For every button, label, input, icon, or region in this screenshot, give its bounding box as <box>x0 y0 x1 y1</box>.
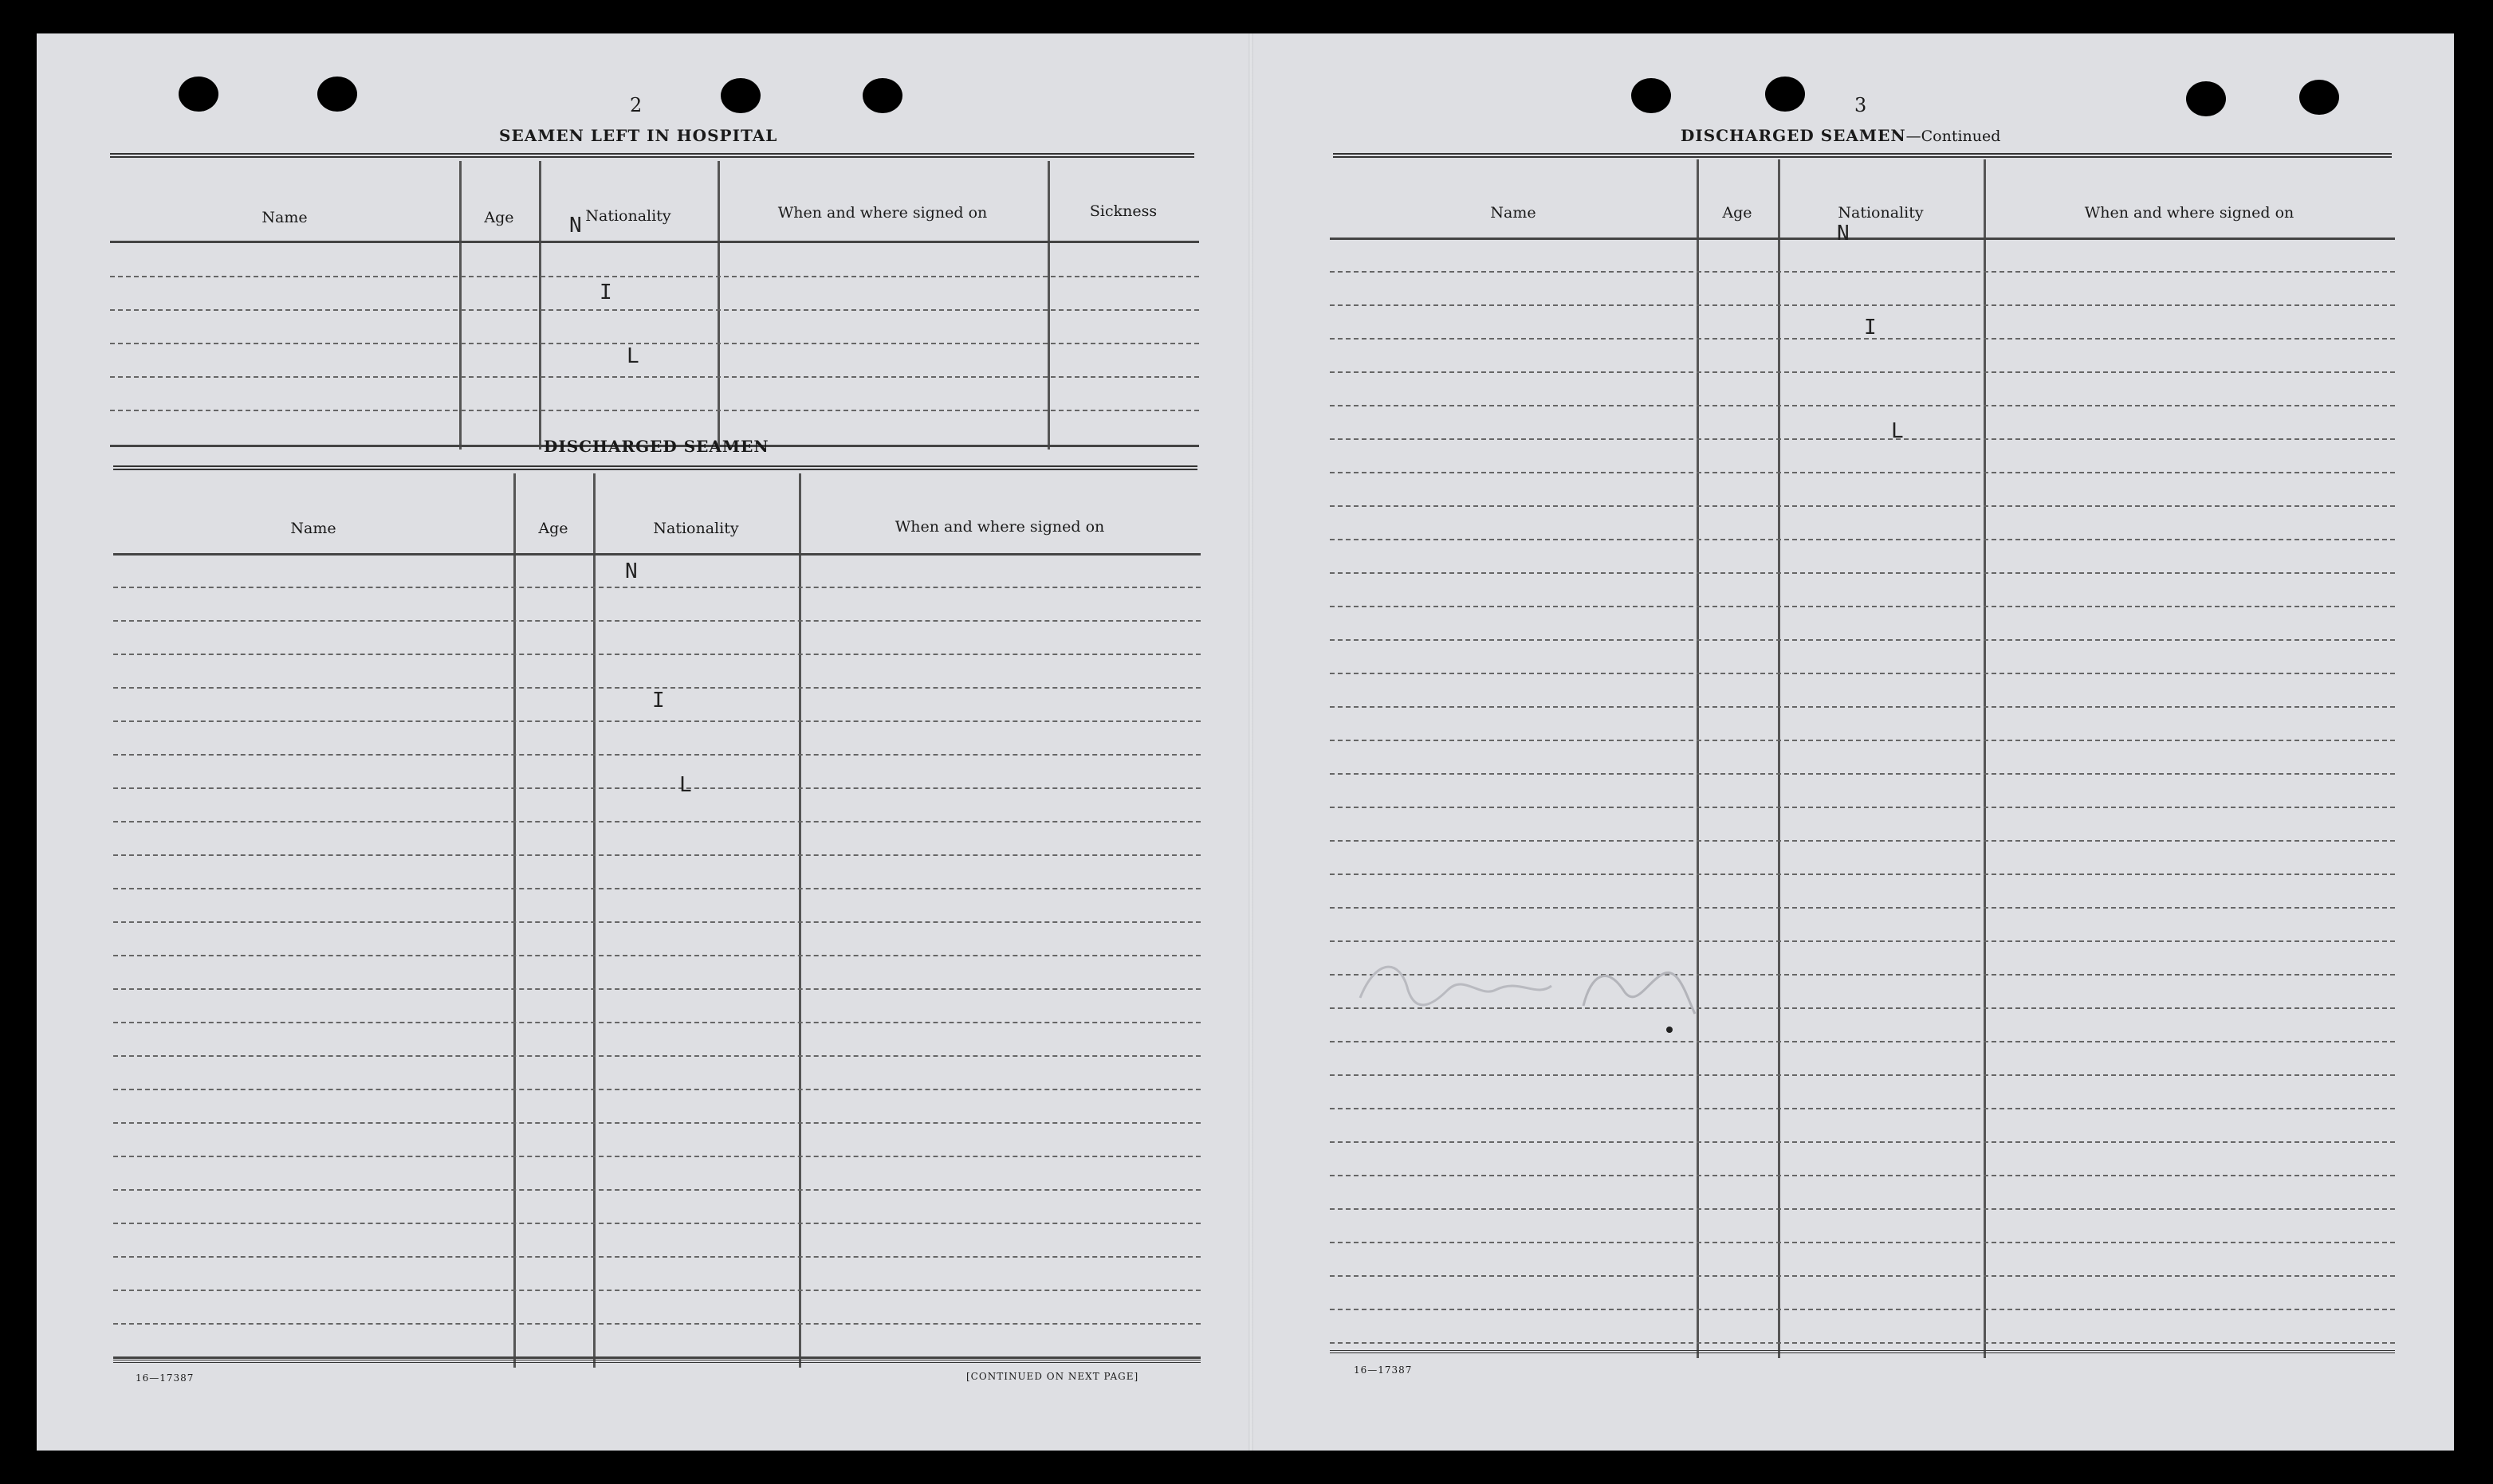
discharged-col-name: Name <box>290 520 336 537</box>
page-fold <box>1248 33 1253 1451</box>
hospital-section-title: SEAMEN LEFT IN HOSPITAL <box>499 126 778 145</box>
continued-col-nationality: Nationality <box>1838 204 1924 222</box>
continued-bottom-rule <box>1330 1350 2395 1353</box>
punch-hole <box>863 78 902 113</box>
hospital-col-name: Name <box>261 209 308 226</box>
discharged-section-title: DISCHARGED SEAMEN <box>544 437 769 456</box>
stamp-letter: N <box>569 214 582 238</box>
hospital-table <box>110 161 1199 450</box>
continued-top-rule <box>1333 153 2392 158</box>
punch-hole <box>2299 80 2339 115</box>
discharged-continued-table <box>1330 159 2395 1358</box>
discharged-col-age: Age <box>538 520 568 537</box>
hospital-col-nationality: Nationality <box>585 207 671 225</box>
stamp-letter: I <box>1864 316 1877 340</box>
stamp-letter: N <box>625 559 638 583</box>
page-number-right: 3 <box>1854 94 1867 116</box>
punch-hole <box>1765 77 1805 112</box>
hospital-top-rule <box>110 153 1194 158</box>
discharged-continued-title <box>1681 126 2000 145</box>
stamp-letter: L <box>627 344 639 368</box>
faint-signature-mark <box>1344 942 1759 1038</box>
form-code-left: 16—17387 <box>136 1372 195 1384</box>
hospital-col-age: Age <box>484 209 514 226</box>
punch-hole <box>317 77 357 112</box>
continued-note: [CONTINUED ON NEXT PAGE] <box>966 1371 1139 1382</box>
continued-col-name: Name <box>1490 204 1536 222</box>
stamp-letter: L <box>679 773 692 797</box>
page-number-left: 2 <box>630 94 643 116</box>
punch-hole <box>1631 78 1671 113</box>
punch-hole <box>2186 81 2226 116</box>
form-code-right: 16—17387 <box>1354 1364 1413 1376</box>
ledger-sheet <box>37 33 2454 1451</box>
stamp-letter: I <box>652 689 665 713</box>
discharged-table <box>113 473 1201 1368</box>
discharged-col-nationality: Nationality <box>653 520 739 537</box>
discharged-top-rule <box>113 465 1197 470</box>
hospital-col-signed-on: When and where signed on <box>777 204 988 222</box>
discharged-bottom-rule <box>113 1360 1201 1363</box>
continued-suffix: —Continued <box>1905 128 2001 145</box>
hospital-col-sickness: Sickness <box>1089 202 1158 220</box>
continued-col-signed-on: When and where signed on <box>2084 204 2294 222</box>
punch-hole <box>179 77 218 112</box>
stamp-letter: I <box>600 281 612 304</box>
discharged-continued-title-main: DISCHARGED SEAMEN <box>1681 126 1906 145</box>
stamp-letter: N <box>1837 222 1850 245</box>
punch-hole <box>721 78 761 113</box>
continued-col-age: Age <box>1722 204 1752 222</box>
discharged-col-signed-on: When and where signed on <box>895 518 1105 536</box>
stamp-letter: L <box>1891 419 1904 443</box>
